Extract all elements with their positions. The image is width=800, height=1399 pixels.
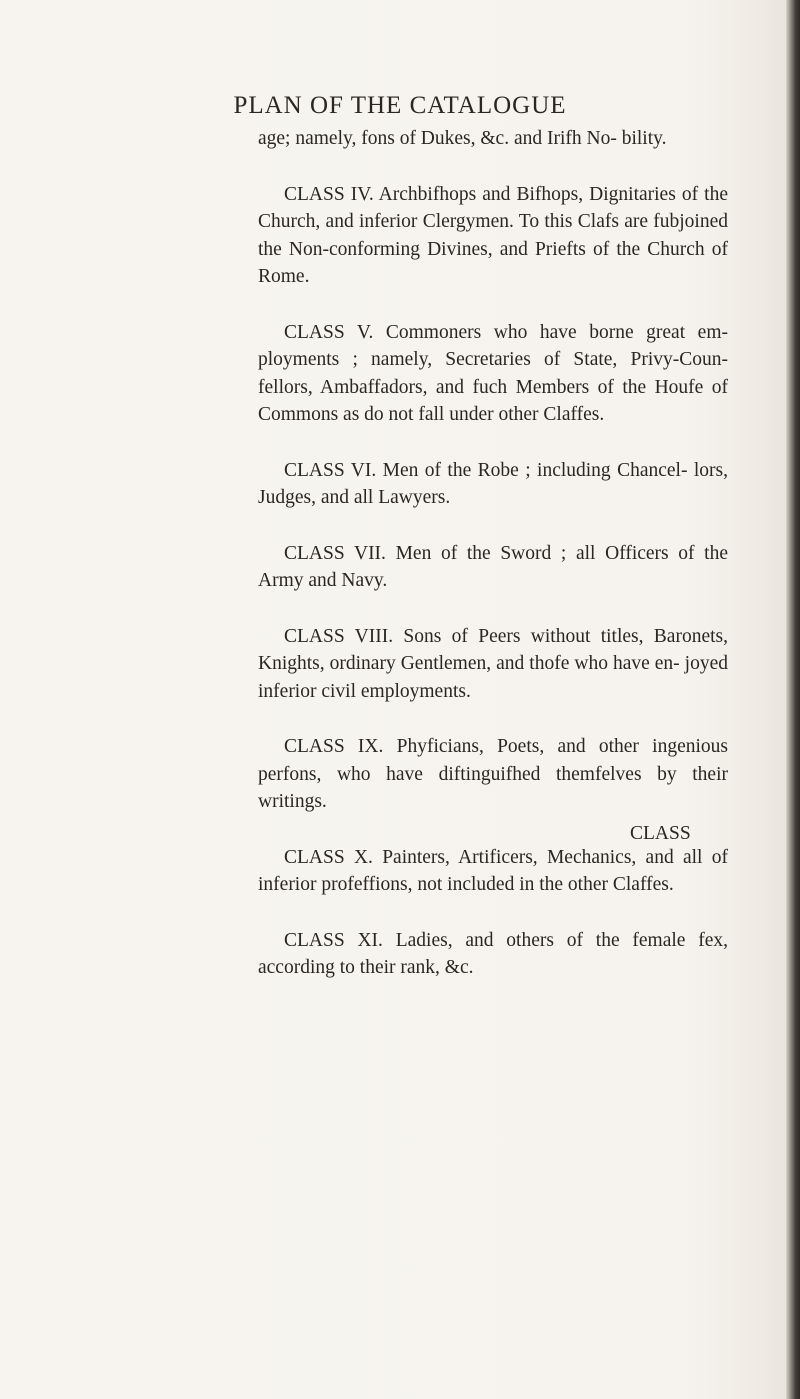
class-entry-vii: CLASS VII. Men of the Sword ; all Officers of the Army and Navy.: [258, 542, 728, 591]
class-entry-ix: CLASS IX. Phyficians, Poets, and other ingenious perfons, who have diftinguifhed themfelves by their writings.: [258, 736, 728, 812]
class-entry-iv: CLASS IV. Archbifhops and Bifhops, Dignitaries of the Church, and inferior Clergymen. To this Clafs are fubjoined the Non-conforming Divines, and Priefts of the Church of Rome.: [258, 183, 728, 287]
page-edge: [786, 0, 800, 1399]
class-entry-viii: CLASS VIII. Sons of Peers without titles, Baronets, Knights, ordinary Gentlemen, and thofe who have en- joyed inferior civil employments.: [258, 625, 728, 702]
class-entry-vi: CLASS VI. Men of the Robe ; including Chancel- lors, Judges, and all Lawyers.: [258, 459, 728, 508]
intro-paragraph: age; namely, fons of Dukes, &c. and Irifh No- bility.: [258, 128, 667, 149]
running-header: PLAN OF THE CATALOGUE: [233, 92, 567, 119]
catchword: CLASS: [630, 823, 691, 844]
class-entry-v: CLASS V. Commoners who have borne great em- ployments ; namely, Secretaries of State, Privy-Coun- fellors, Ambaffadors, and fuch Members of the Houfe of Commons as do not fall under other Claffes.: [258, 321, 728, 425]
page-body: [258, 125, 728, 1010]
class-entry-xi: CLASS XI. Ladies, and others of the female fex, according to their rank, &c.: [258, 929, 728, 978]
class-entry-x: CLASS X. Painters, Artificers, Mechanics, and all of inferior profeffions, not included in the other Claffes.: [258, 846, 728, 895]
